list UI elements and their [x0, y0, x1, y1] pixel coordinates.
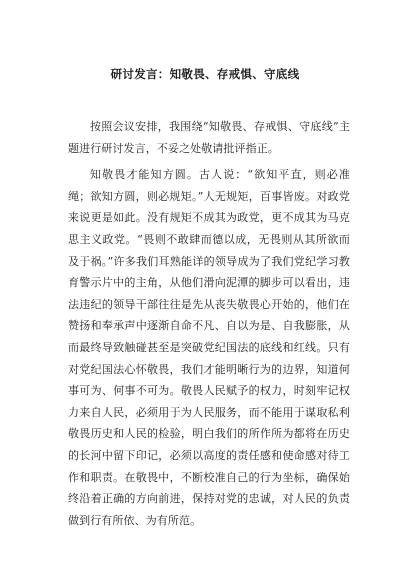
document-title: 研讨发言：知敬畏、存戒惧、守底线	[110, 67, 300, 81]
paragraph-main: 知敬畏才能知方圆。古人说：“欲知平直，则必准绳；欲知方圆，则必规矩。”人无规矩，百事皆废。对政党来说更是如此。没有规矩不成其为政党，更不成其为马克思主义政党。“畏则不敢肆而德以成，无畏则从其所欲而及于祸。”许多我们耳熟能详的领导成为了我们党纪学习教育警示片中的主角，从他们滑向泥潭的脚步可以看出，违法违纪的领导干部往往是先从丧失敬畏心开始的，他们在赞扬和奉承声中逐渐自命不凡、自以为是、自我膨胀，从而最终导致触碰甚至是突破党纪国法的底线和红线。只有对党纪国法心怀敬畏，我们才能明晰行为的边界，知道何事可为、何事不可为。敬畏人民赋予的权力，时刻牢记权力来自人民，必须用于为人民服务，而不能用于谋取私利敬畏历史和人民的检验，明白我们的所作所为都将在历史的长河中留下印记，必须以高度的责任感和使命感对待工作和职责。在敬畏中，不断校准自己的行为坐标，确保始终沿着正确的方向前进，保持对党的忠诚，对人民的负责做到行有所依、为有所范。	[68, 168, 350, 527]
document-body	[68, 116, 350, 536]
paragraph-intro: 按照会议安排，我围绕“知敬畏、存戒惧、守底线”主题进行研讨发言，不妥之处敬请批评指正。	[68, 120, 350, 155]
